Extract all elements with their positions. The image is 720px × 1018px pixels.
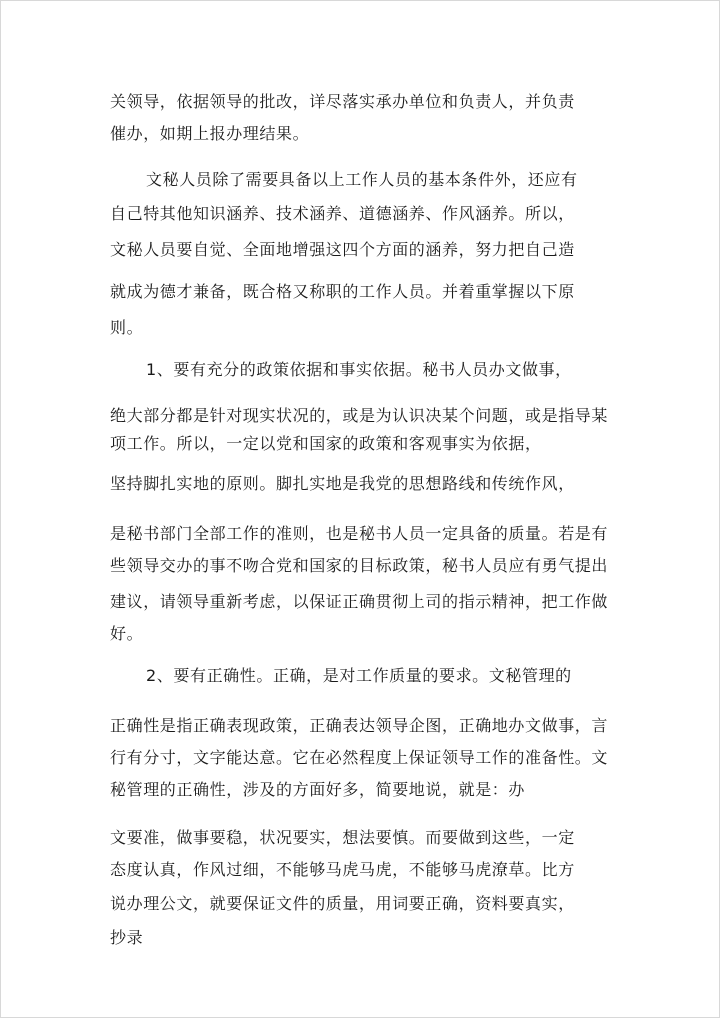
text-line: 说办理公文，就要保证文件的质量，用词要正确，资料要真实，: [110, 894, 575, 913]
text-line: 行有分寸，文字能达意。它在必然程度上保证领导工作的准备性。文: [110, 748, 609, 767]
text-line: 关领导，依据领导的批改，详尽落实承办单位和负责人，并负责: [110, 92, 575, 111]
text-line: 正确性是指正确表现政策，正确表达领导企图，正确地办文做事，言: [110, 716, 609, 735]
paragraph-line: 1、要有充分的政策依据和事实依据。秘书人员办文做事，: [146, 360, 572, 379]
text-line: 坚持脚扎实地的原则。脚扎实地是我党的思想路线和传统作风，: [110, 474, 575, 493]
text-line: 项工作。所以，一定以党和国家的政策和客观事实为依据，: [110, 434, 542, 453]
text-line: 是秘书部门全部工作的准则，也是秘书人员一定具备的质量。若是有: [110, 524, 609, 543]
text-line: 抄录: [110, 928, 144, 947]
text-line: 文秘人员要自觉、全面地增强这四个方面的涵养，努力把自己造: [110, 240, 575, 259]
text-line: 催办，如期上报办理结果。: [110, 124, 310, 143]
text-line: 就成为德才兼备，既合格又称职的工作人员。并着重掌握以下原: [110, 282, 575, 301]
text-line: 态度认真，作风过细，不能够马虎马虎，不能够马虎潦草。比方: [110, 860, 575, 879]
text-line: 好。: [110, 624, 144, 643]
text-line: 文要准，做事要稳，状况要实，想法要慎。而要做到这些，一定: [110, 828, 575, 847]
text-line: 秘管理的正确性，涉及的方面好多，简要地说，就是：办: [110, 780, 526, 799]
text-line: 建议，请领导重新考虑，以保证正确贯彻上司的指示精神，把工作做: [110, 592, 609, 611]
text-line: 些领导交办的事不吻合党和国家的目标政策，秘书人员应有勇气提出: [110, 556, 609, 575]
text-line: 自己特其他知识涵养、技术涵养、道德涵养、作风涵养。所以，: [110, 204, 575, 223]
paragraph-line: 文秘人员除了需要具备以上工作人员的基本条件外，还应有: [146, 170, 578, 189]
paragraph-line: 2、要有正确性。正确，是对工作质量的要求。文秘管理的: [146, 666, 572, 685]
text-line: 则。: [110, 318, 144, 337]
text-line: 绝大部分都是针对现实状况的，或是为认识决某个问题，或是指导某: [110, 406, 609, 425]
